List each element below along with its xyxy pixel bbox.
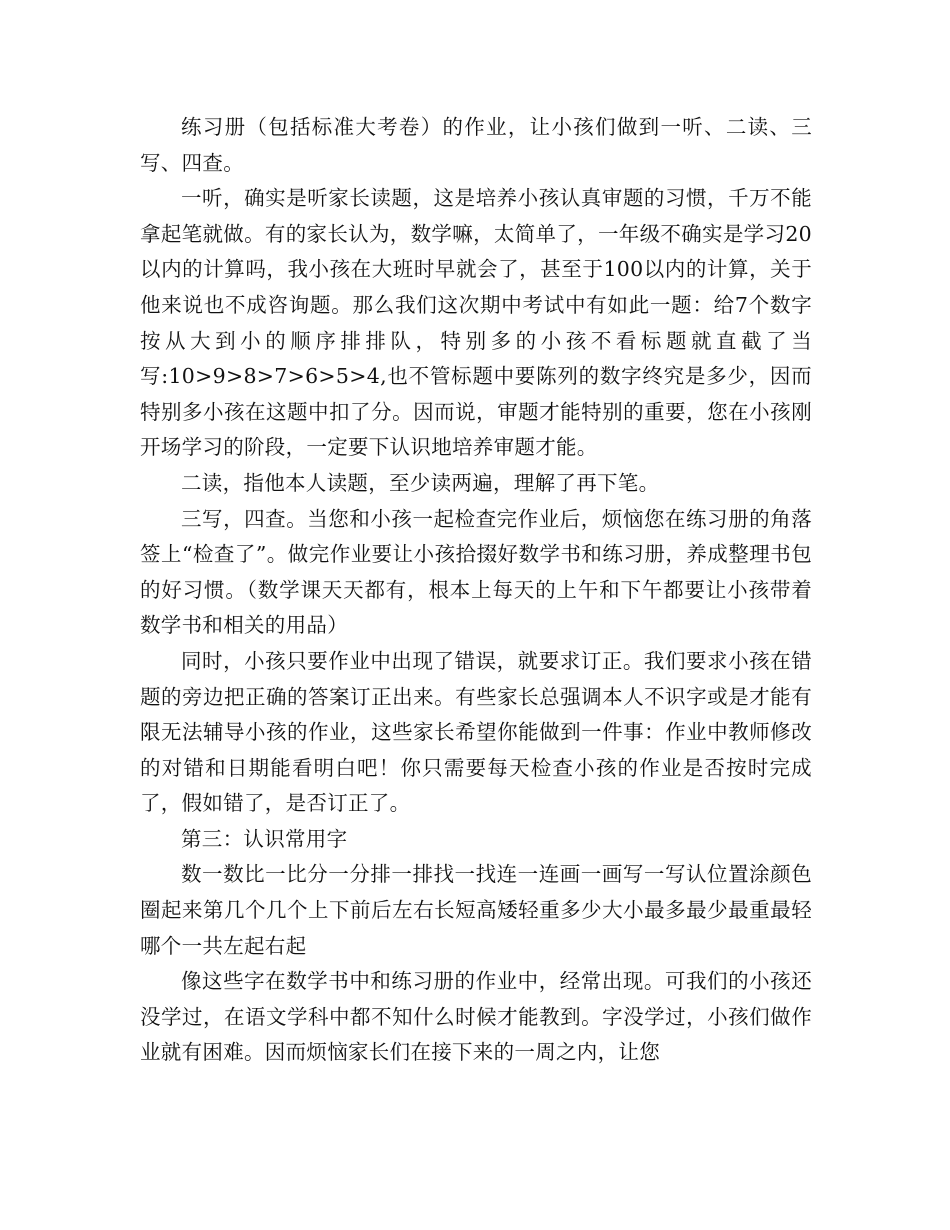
paragraph-7: 像这些字在数学书中和练习册的作业中，经常出现。可我们的小孩还没学过，在语文学科中都不知什么时候才能教到。字没学过，小孩们做作业就有困难。因而烦恼家长们在接下来的一周之内，让您 bbox=[140, 969, 812, 1065]
paragraph-1: 练习册（包括标准大考卷）的作业，让小孩们做到一听、二读、三写、四查。 bbox=[140, 115, 812, 175]
paragraph-2: 一听，确实是听家长读题，这是培养小孩认真审题的习惯，千万不能拿起笔就做。有的家长认为，数学嘛，太简单了，一年级不确实是学习20以内的计算吗，我小孩在大班时早就会了，甚至于100以内的计算，关于他来说也不成咨询题。那么我们这次期中考试中有如此一题：给7个数字按从大到小的顺序排排队，特别多的小孩不看标题就直截了当写:10>9>8>7>6>5>4,也不管标题中要陈列的数字终究是多少，因而特别多小孩在这题中扣了分。因而说，审题才能特别的重要，您在小孩刚开场学习的阶段，一定要下认识地培养审题才能。 bbox=[140, 186, 812, 460]
paragraph-4: 三写，四查。当您和小孩一起检查完作业后，烦恼您在练习册的角落签上“检查了”。做完作业要让小孩拾掇好数学书和练习册，养成整理书包的好习惯。（数学课天天都有，根本上每天的上午和下午都要让小孩带着数学书和相关的用品） bbox=[140, 506, 812, 638]
paragraph-3: 二读，指他本人读题，至少读两遍，理解了再下笔。 bbox=[181, 470, 660, 495]
document-page bbox=[140, 110, 812, 1071]
paragraph-6: 数一数比一比分一分排一排找一找连一连画一画写一写认位置涂颜色圈起来第几个几个上下前后左右长短高矮轻重多少大小最多最少最重最轻哪个一共左起右起 bbox=[140, 862, 812, 958]
section-heading: 第三：认识常用字 bbox=[181, 826, 348, 851]
paragraph-5: 同时，小孩只要作业中出现了错误，就要求订正。我们要求小孩在错题的旁边把正确的答案订正出来。有些家长总强调本人不识字或是才能有限无法辅导小孩的作业，这些家长希望你能做到一件事：作业中教师修改的对错和日期能看明白吧！你只需要每天检查小孩的作业是否按时完成了，假如错了，是否订正了。 bbox=[140, 648, 812, 816]
